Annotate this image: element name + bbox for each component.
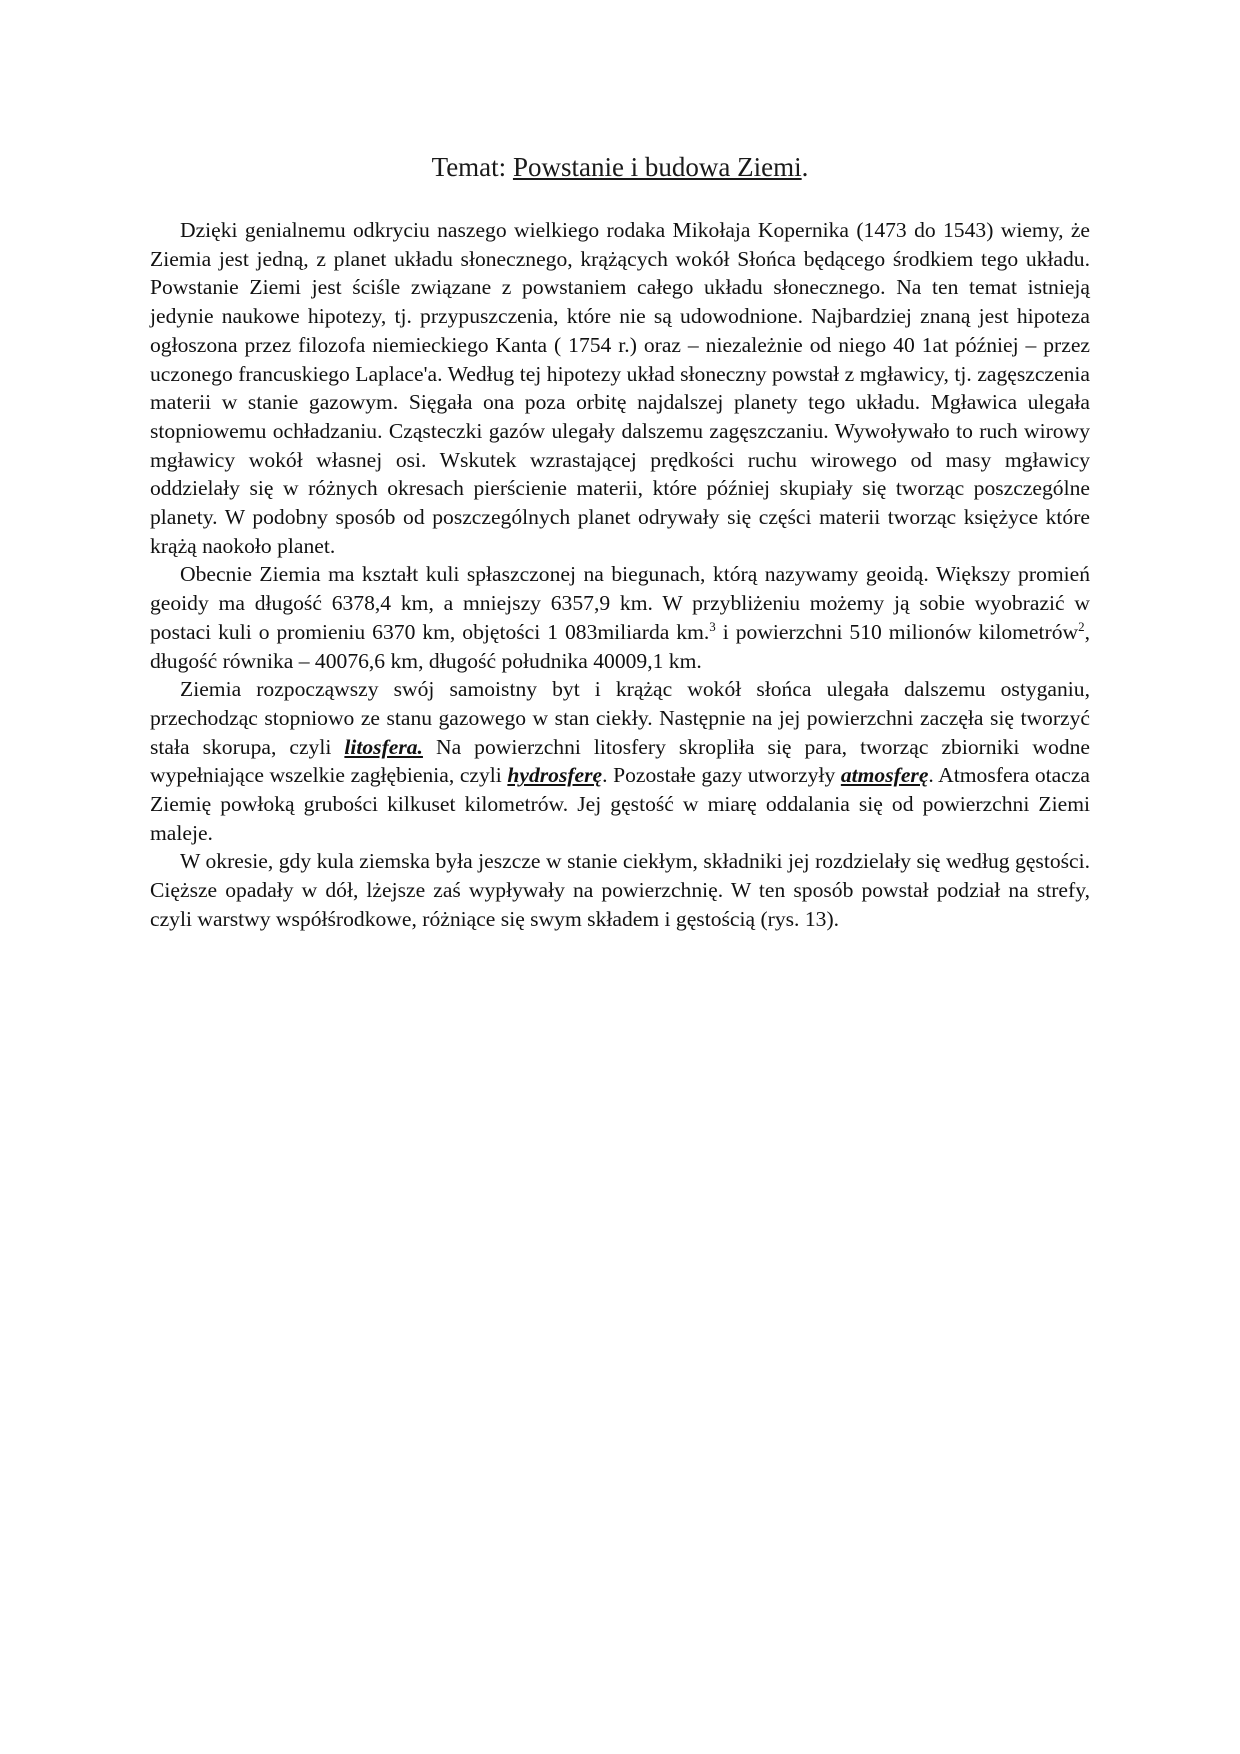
term-litosfera: litosfera. — [344, 734, 423, 759]
title-main: Powstanie i budowa Ziemi — [512, 152, 802, 182]
paragraph-2-text-b: i powierzchni 510 milionów kilometrów — [715, 619, 1079, 644]
superscript-square: 2 — [1078, 618, 1085, 634]
paragraph-2 — [150, 560, 1090, 675]
paragraph-3-text-b: Na powierzchni litosfery skropliła się para, tworząc zbiorniki wodne wypełniające wszelkie zagłębienia, czyli — [150, 734, 1090, 788]
paragraph-3-text-c: . Pozostałe gazy utworzyły — [602, 763, 841, 788]
page-title — [0, 150, 1240, 184]
term-hydrosfera: hydrosferę — [507, 763, 603, 788]
paragraph-3 — [150, 675, 1090, 847]
paragraph-2-text-a: Obecnie Ziemia ma kształt kuli spłaszczonej na biegunach, którą nazywamy geoidą. Większy promień geoidy ma długość 6378,4 km, a mniejszy 6357,9 km. W przybliżeniu możemy ją sobie wyobrazić w postaci kuli o promieniu 6370 km, objętości 1 083miliarda km. — [150, 562, 1090, 644]
document-body — [150, 216, 1090, 934]
title-prefix: Temat: — [431, 152, 513, 182]
paragraph-4: W okresie, gdy kula ziemska była jeszcze w stanie ciekłym, składniki jej rozdzielały się według gęstości. Cięższe opadały w dół, lżejsze zaś wypływały na powierzchnię. W ten sposób powstał podział na strefy, czyli warstwy współśrodkowe, różniące się swym składem i gęstością (rys. 13). — [150, 849, 1090, 931]
paragraph-2-text-c: , długość równika – 40076,6 km, długość południka 40009,1 km. — [150, 619, 1090, 673]
paragraph-1: Dzięki genialnemu odkryciu naszego wielkiego rodaka Mikołaja Kopernika (1473 do 1543) wiemy, że Ziemia jest jedną, z planet układu słonecznego, krążących wokół Słońca będącego środkiem tego układu. Powstanie Ziemi jest ściśle związane z powstaniem całego układu słonecznego. Na ten temat istnieją jedynie naukowe hipotezy, tj. przypuszczenia, które nie są udowodnione. Najbardziej znaną jest hipoteza ogłoszona przez filozofa niemieckiego Kanta ( 1754 r.) oraz – niezależnie od niego 40 1at później – przez uczonego francuskiego Laplace'a. Według tej hipotezy układ słoneczny powstał z mgławicy, tj. zagęszczenia materii w stanie gazowym. Sięgała ona poza orbitę najdalszej planety tego układu. Mgławica ulegała stopniowemu ochładzaniu. Cząsteczki gazów ulegały dalszemu zagęszczaniu. Wywoływało to ruch wirowy mgławicy wokół własnej osi. Wskutek wzrastającej prędkości ruchu wirowego od masy mgławicy oddzielały się w różnych okresach pierścienie materii, które później skupiały się tworząc poszczególne planety. W podobny sposób od poszczególnych planet odrywały się części materii tworząc księżyce które krążą naokoło planet. — [150, 218, 1090, 558]
paragraph-3-text-d: . Atmosfera otacza Ziemię powłoką grubości kilkuset kilometrów. Jej gęstość w miarę oddalania się od powierzchni Ziemi maleje. — [150, 763, 1091, 845]
paragraph-3-text-a: Ziemia rozpocząwszy swój samoistny byt i krążąc wokół słońca ulegała dalszemu ostyganiu, przechodząc stopniowo ze stanu gazowego w stan ciekły. Następnie na jej powierzchni zaczęła się tworzyć stała skorupa, czyli — [150, 677, 1090, 759]
superscript-cube: 3 — [709, 618, 716, 634]
term-atmosfera: atmosferę — [840, 763, 929, 788]
title-suffix: . — [801, 152, 809, 182]
